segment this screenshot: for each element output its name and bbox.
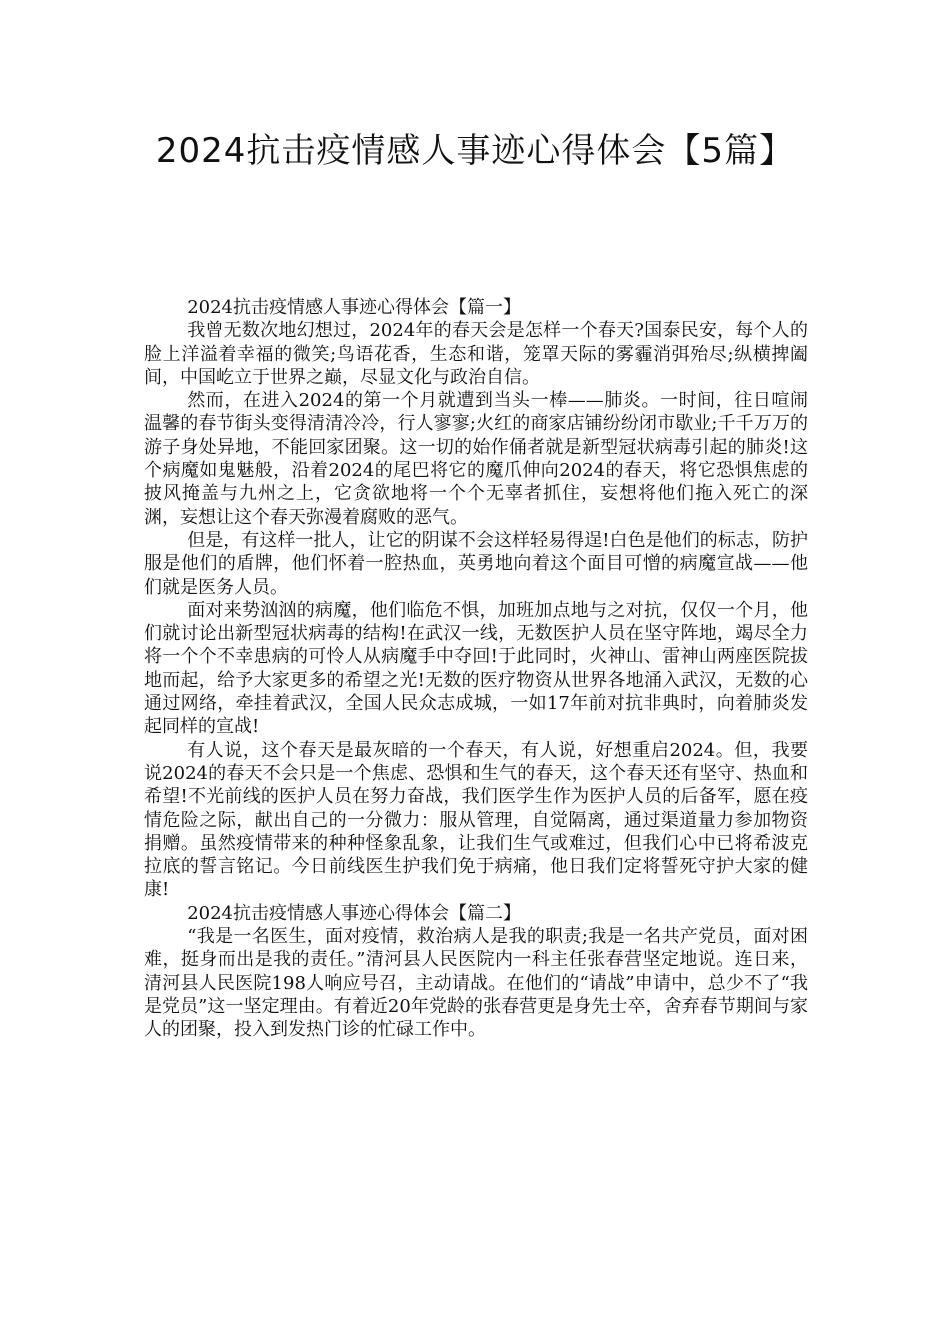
paragraph: “我是一名医生，面对疫情，救治病人是我的职责;我是一名共产党员，面对困难，挺身而出是我的责任。”清河县人民医院内一科主任张春营坚定地说。连日来，清河县人民医院198人响应号召，主动请战。在他们的“请战”申请中，总少不了“我是党员”这一坚定理由。有着近20年党龄的张春营更是身先士卒，舍弃春节期间与家人的团聚，投入到发热门诊的忙碌工作中。 bbox=[144, 926, 808, 1041]
paragraph: 但是，有这样一批人，让它的阴谋不会这样轻易得逞!白色是他们的标志，防护服是他们的盾牌，他们怀着一腔热血，英勇地向着这个面目可憎的病魔宣战——他们就是医务人员。 bbox=[144, 529, 808, 598]
paragraph: 我曾无数次地幻想过，2024年的春天会是怎样一个春天?国泰民安，每个人的脸上洋溢着幸福的微笑;鸟语花香，生态和谐，笼罩天际的雾霾消弭殆尽;纵横捭阖间，中国屹立于世界之巅，尽显文化与政治自信。 bbox=[144, 320, 808, 388]
section-heading: 2024抗击疫情感人事迹心得体会【篇一】 bbox=[187, 297, 521, 318]
paragraph: 然而，在进入2024的第一个月就遭到当头一棒——肺炎。一时间，往日喧闹温馨的春节街头变得清清冷冷，行人寥寥;火红的商家店铺纷纷闭市歇业;千千万万的游子身处异地，不能回家团聚。这一切的始作俑者就是新型冠状病毒引起的肺炎!这个病魔如鬼魅般，沿着2024的尾巴将它的魔爪伸向2024的春天，将它恐惧焦虑的披风掩盖与九州之上，它贪欲地将一个个无辜者抓住，妄想将他们拖入死亡的深渊，妄想让这个春天弥漫着腐败的恶气。 bbox=[144, 390, 808, 528]
document-body bbox=[144, 296, 808, 1042]
document-title: 2024抗击疫情感人事迹心得体会【5篇】 bbox=[155, 131, 795, 171]
section-heading: 2024抗击疫情感人事迹心得体会【篇二】 bbox=[187, 902, 521, 924]
paragraph: 面对来势汹汹的病魔，他们临危不惧，加班加点地与之对抗，仅仅一个月，他们就讨论出新型冠状病毒的结构!在武汉一线，无数医护人员在坚守阵地，竭尽全力将一个个不幸患病的可怜人从病魔手中夺回!于此同时，火神山、雷神山两座医院拔地而起，给予大家更多的希望之光!无数的医疗物资从世界各地涌入武汉，无数的心通过网络，牵挂着武汉，全国人民众志成城，一如17年前对抗非典时，向着肺炎发起同样的宣战! bbox=[144, 599, 808, 738]
paragraph: 有人说，这个春天是最灰暗的一个春天，有人说，好想重启2024。但，我要说2024的春天不会只是一个焦虑、恐惧和生气的春天，这个春天还有坚守、热血和希望!不光前线的医护人员在努力奋战，我们医学生作为医护人员的后备军，愿在疫情危险之际，献出自己的一分微力：服从管理，自觉隔离，通过渠道量力参加物资捐赠。虽然疫情带来的种种怪象乱象，让我们生气或难过，但我们心中已将希波克拉底的誓言铭记。今日前线医生护我们免于病痛，他日我们定将誓死守护大家的健康! bbox=[144, 739, 808, 901]
